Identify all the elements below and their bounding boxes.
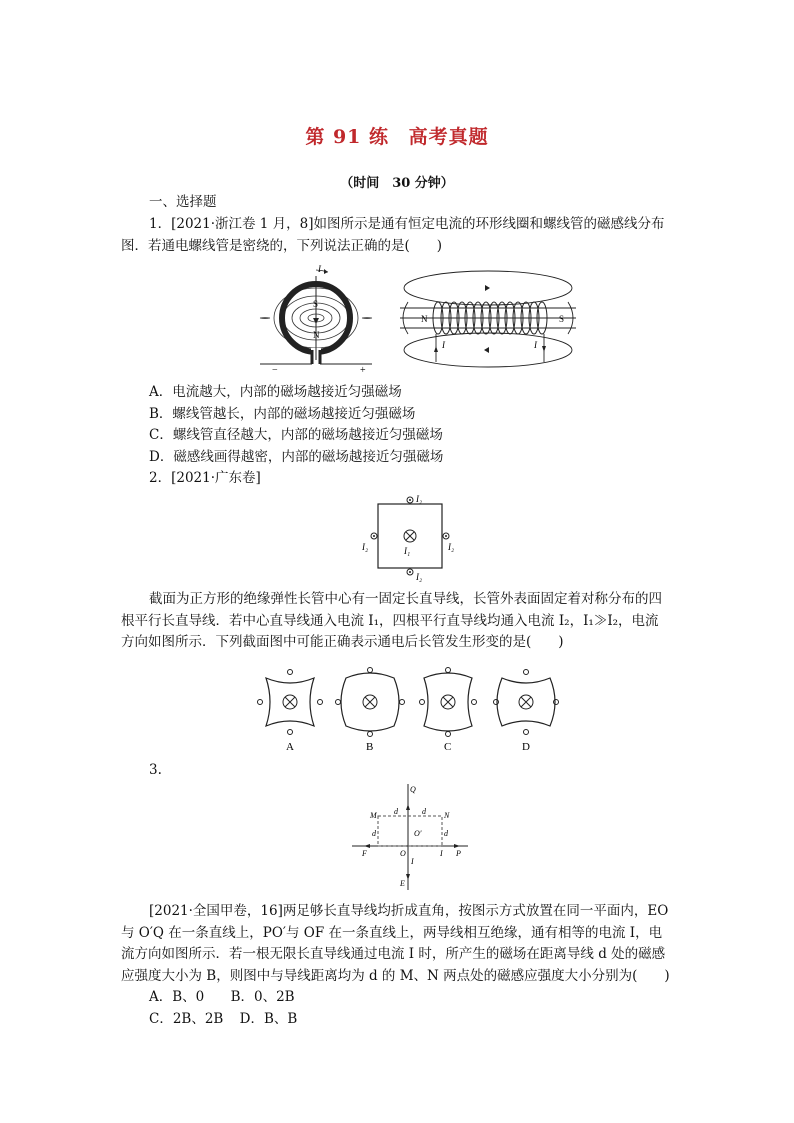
q1-option-d[interactable]: D．磁感线画得越密，内部的磁场越接近匀强磁场 [149, 448, 444, 465]
q2-stem [121, 589, 709, 654]
choice-label-d: D [522, 741, 530, 753]
q3-options [149, 987, 297, 1030]
q2-line-2: 根平行长直导线．若中心直导线通入电流 I₁，四根平行直导线均通入电流 I₂，I₁≫I₂，电流 [121, 612, 659, 629]
q2-line-1: 截面为正方形的绝缘弹性长管中心有一固定长直导线，长管外表面固定着对称分布的四 [149, 591, 662, 607]
label-d-top-left: d [394, 807, 398, 816]
plus-terminal: + [360, 365, 366, 376]
q3-stem [121, 901, 709, 987]
q3-figure [350, 780, 472, 894]
q3-line-2: 与 O′Q 在一条直线上，PO′与 OF 在一条直线上，两导线相互绝缘，通有相等的电流 I，电 [121, 924, 663, 941]
q3-option-c[interactable]: C．2B、2B [149, 1010, 224, 1027]
q2-line-3: 方向如图所示．下列截面图中可能正确表示通电后长管发生形变的是( ) [121, 634, 564, 650]
q3-option-b[interactable]: B．0、2B [230, 989, 295, 1005]
q2-label-left: I₂ [362, 542, 369, 552]
minus-terminal: − [272, 365, 278, 376]
q1-line-1: 1．[2021·浙江卷 1 月，8]如图所示是通有恒定电流的环形线圈和螺线管的磁感线分布 [149, 216, 665, 232]
choice-label-a: A [286, 741, 294, 753]
label-m: M [370, 811, 377, 820]
q3-option-d[interactable]: D．B、B [239, 1010, 298, 1027]
ring-s-pole: S [313, 299, 319, 309]
q3-line-3: 流方向如图所示．若一根无限长直导线通过电流 I 时，所产生的磁场在距离导线 d 处的磁感 [121, 946, 666, 962]
solenoid-current-left: I [442, 340, 445, 350]
title-text: 高考真题 [408, 126, 489, 148]
time-limit: （时间 30 分钟） [340, 176, 454, 191]
solenoid-n-pole: N [421, 314, 428, 324]
ring-n-pole: N [313, 330, 320, 340]
label-i-vertical: I [411, 857, 414, 866]
q3-line-1: [2021·全国甲卷，16]两足够长直导线均折成直角，按图示方式放置在同一平面内，EO [149, 903, 669, 919]
ring-current-label: I [318, 264, 321, 274]
q1-line-2: 图．若通电螺线管是密绕的，下列说法正确的是( ) [121, 237, 443, 254]
q3-line-4: 应强度大小为 B，则图中与导线距离均为 d 的 M、N 两点处的磁感应强度大小分别为( ) [121, 967, 670, 984]
ring-coil-diagram [260, 264, 372, 376]
label-e: E [400, 879, 405, 888]
choice-label-b: B [366, 741, 374, 753]
page-title [0, 122, 794, 149]
label-o: O [400, 849, 406, 858]
label-d-left: d [372, 829, 376, 838]
label-n: N [444, 811, 450, 820]
solenoid-s-pole: S [559, 314, 565, 324]
label-p: P [456, 849, 461, 858]
label-i-horizontal: I [440, 849, 443, 858]
q2-head: 2．[2021·广东卷] [149, 470, 261, 486]
label-f: F [362, 849, 367, 858]
q2-label-bottom: I₂ [416, 572, 423, 582]
q1-option-c[interactable]: C．螺线管直径越大，内部的磁场越接近匀强磁场 [149, 427, 443, 443]
q3-option-a[interactable]: A．B、0 [149, 989, 205, 1005]
q2-choices-figure [254, 664, 574, 754]
solenoid-current-right: I [534, 340, 537, 350]
label-d-top-right: d [422, 807, 426, 816]
q1-option-b[interactable]: B．螺线管越长，内部的磁场越接近匀强磁场 [149, 405, 416, 422]
question-1-stem [121, 214, 709, 257]
section-heading: 一、选择题 [149, 194, 217, 210]
q2-label-center: I₁ [404, 546, 411, 556]
q1-options [149, 382, 443, 468]
label-q: Q [410, 785, 416, 794]
q1-option-a[interactable]: A．电流越大，内部的磁场越接近匀强磁场 [149, 384, 402, 400]
choice-label-c: C [444, 741, 452, 753]
q2-figure [362, 492, 462, 584]
title-number: 第 91 练 [305, 126, 390, 148]
q1-figure [258, 262, 580, 376]
label-d-right: d [444, 829, 448, 838]
label-o-prime: O′ [414, 829, 422, 838]
q2-label-top: I₂ [416, 494, 423, 504]
q2-label-right: I₂ [448, 542, 455, 552]
q3-number: 3. [149, 762, 162, 778]
